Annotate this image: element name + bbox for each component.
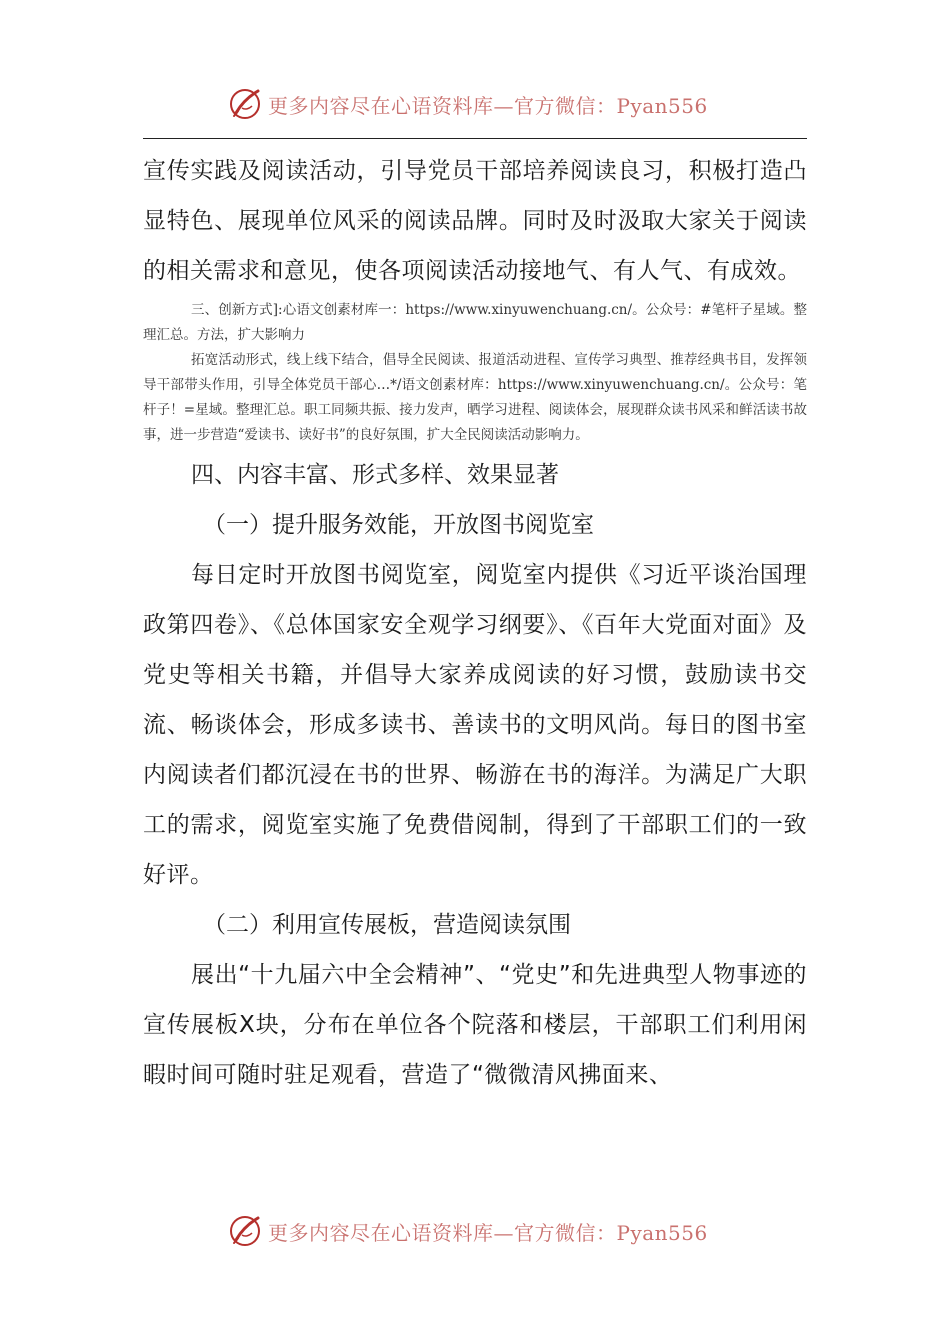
pen-logo-icon [228, 86, 264, 122]
sub1-title: （一）提升服务效能，开放图书阅览室 [203, 512, 594, 538]
footer-banner-text: 更多内容尽在心语资料库—官方微信：Pyan556 [268, 1220, 708, 1245]
sub2-paragraph: 展出“十九届六中全会精神”、“党史”和先进典型人物事迹的宣传展板X块，分布在单位各个院落和楼层，干部职工们利用闲暇时间可随时驻足观看，营造了“微微清风拂面来、 [143, 962, 807, 1088]
header-banner-text: 更多内容尽在心语资料库—官方微信：Pyan556 [268, 93, 708, 118]
pen-logo-icon [228, 1213, 264, 1249]
footer-banner [228, 1211, 748, 1251]
intro-paragraph: 宣传实践及阅读活动，引导党员干部培养阅读良习，积极打造凸显特色、展现单位风采的阅读品牌。同时及时汲取大家关于阅读的相关需求和意见，使各项阅读活动接地气、有人气、有成效。 [143, 158, 807, 284]
document-body [143, 146, 807, 1100]
section4-title: 四、内容丰富、形式多样、效果显著 [191, 462, 559, 488]
header-banner [228, 84, 748, 124]
header-divider [143, 138, 807, 139]
section3-title: 三、创新方式]:心语文创素材库一：https://www.xinyuwenchuang.cn/。公众号：#笔杆子星域。整理汇总。方法，扩大影响力 [143, 302, 807, 343]
section3-paragraph: 拓宽活动形式，线上线下结合，倡导全民阅读、报道活动进程、宣传学习典型、推荐经典书目，发挥领导干部带头作用，引导全体党员干部心…*/语文创素材库：https://www.xinyuwenchuang.cn/。公众号：笔杆子！=星域。整理汇总。职工同频共振、接力发声，晒学习进程、阅读体会，展现群众读书风采和鲜活读书故事，进一步营造“爱读书、读好书”的良好氛围，扩大全民阅读活动影响力。 [143, 352, 807, 443]
sub1-paragraph: 每日定时开放图书阅览室，阅览室内提供《习近平谈治国理政第四卷》、《总体国家安全观学习纲要》、《百年大党面对面》及党史等相关书籍，并倡导大家养成阅读的好习惯，鼓励读书交流、畅谈体会，形成多读书、善读书的文明风尚。每日的图书室内阅读者们都沉浸在书的世界、畅游在书的海洋。为满足广大职工的需求，阅览室实施了免费借阅制，得到了干部职工们的一致好评。 [143, 562, 807, 888]
sub2-title: （二）利用宣传展板，营造阅读氛围 [203, 912, 571, 938]
